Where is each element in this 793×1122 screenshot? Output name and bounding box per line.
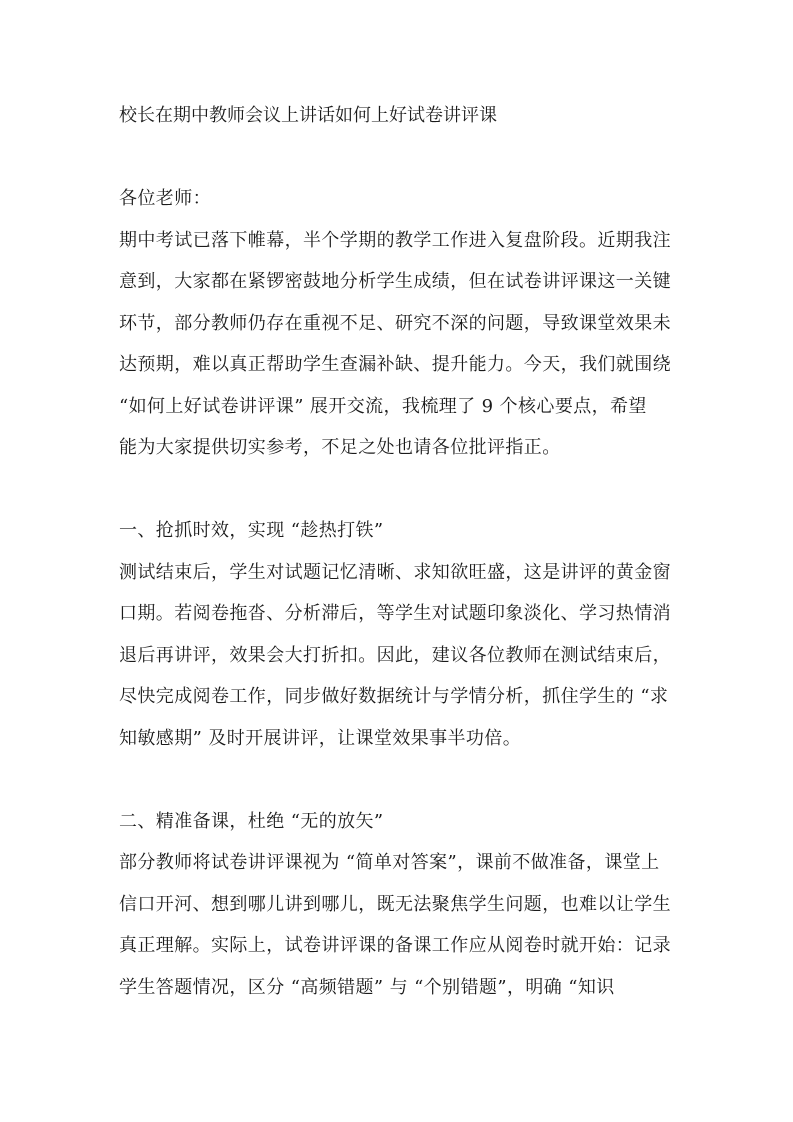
intro-paragraph xyxy=(119,227,679,476)
paragraph-line: 真正理解。实际上，试卷讲评课的备课工作应从阅卷时就开始：记录 xyxy=(119,935,671,956)
paragraph-line: 能为大家提供切实参考，不足之处也请各位批评指正。 xyxy=(119,437,561,458)
paragraph-line: 部分教师将试卷讲评课视为 “简单对答案”，课前不做准备，课堂上 xyxy=(119,852,660,873)
paragraph-line: 知敏感期” 及时开展讲评，让课堂效果事半功倍。 xyxy=(119,727,522,749)
document-title: 校长在期中教师会议上讲话如何上好试卷讲评课 xyxy=(119,105,497,126)
paragraph-line: “如何上好试卷讲评课” 展开交流，我梳理了 9 个核心要点，希望 xyxy=(119,395,647,417)
paragraph-line: 尽快完成阅卷工作，同步做好数据统计与学情分析，抓住学生的 “求 xyxy=(119,686,669,707)
document-page xyxy=(119,102,679,1015)
paragraph-line: 环节，部分教师仍存在重视不足、研究不深的问题，导致课堂效果未 xyxy=(119,312,671,334)
paragraph-line: 退后再讲评，效果会大打折扣。因此，建议各位教师在测试结束后， xyxy=(119,644,671,666)
section-heading: 一、抢抓时效，实现 “趁热打铁” xyxy=(119,520,384,541)
paragraph-line: 测试结束后，学生对试题记忆清晰、求知欲旺盛，这是讲评的黄金窗 xyxy=(119,561,671,583)
paragraph-line: 口期。若阅卷拖沓、分析滞后，等学生对试题印象淡化、学习热情消 xyxy=(119,603,671,624)
section-2 xyxy=(119,808,679,1016)
spacer xyxy=(119,476,679,518)
section-1 xyxy=(119,517,679,766)
section-heading: 二、精准备课，杜绝 “无的放矢” xyxy=(119,810,384,832)
paragraph-line: 学生答题情况，区分 “高频错题” 与 “个别错题”，明确 “知识 xyxy=(119,976,615,998)
paragraph-line: 达预期，难以真正帮助学生查漏补缺、提升能力。今天，我们就围绕 xyxy=(119,354,671,375)
paragraph-line: 意到，大家都在紧锣密鼓地分析学生成绩，但在试卷讲评课这一关键 xyxy=(119,271,671,292)
salutation: 各位老师： xyxy=(119,188,211,209)
spacer xyxy=(119,144,679,186)
spacer xyxy=(119,766,679,808)
paragraph-line: 期中考试已落下帷幕，半个学期的教学工作进入复盘阶段。近期我注 xyxy=(119,229,671,251)
paragraph-line: 信口开河、想到哪儿讲到哪儿，既无法聚焦学生问题，也难以让学生 xyxy=(119,893,671,915)
